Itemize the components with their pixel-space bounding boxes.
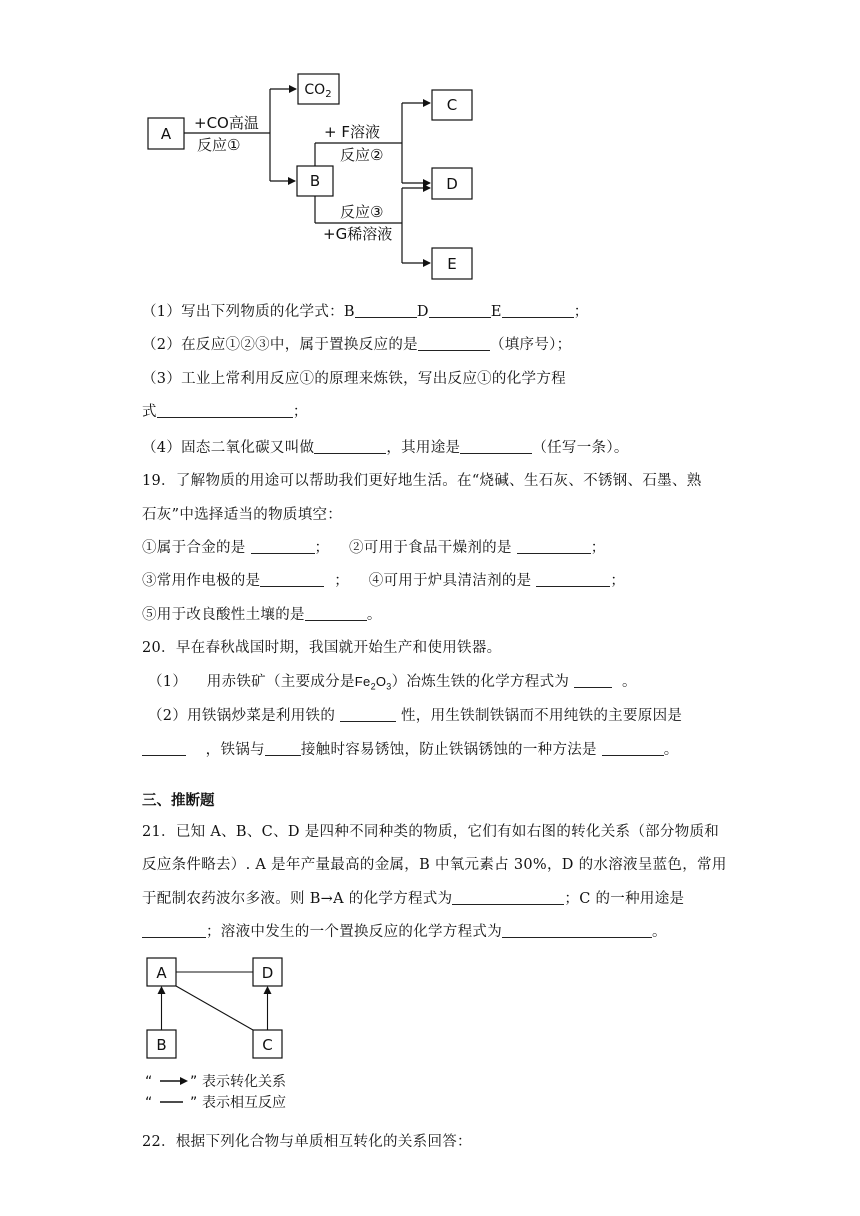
q20-part2-cont: ，铁锅与 接触时容易锈蚀，防止铁锅锈蚀的一种方法是 。: [142, 738, 679, 759]
node-a-label: A: [156, 964, 167, 982]
node-d-label: D: [446, 175, 458, 193]
answer-blank-use[interactable]: [460, 439, 532, 454]
answer-blank-alloy[interactable]: [251, 539, 315, 554]
q19-stem-line1: 19．了解物质的用途可以帮助我们更好地生活。在“烧碱、生石灰、不锈钢、石墨、熟: [142, 473, 702, 489]
q18-part3-cont: 式 ；: [142, 404, 308, 420]
answer-blank-soil[interactable]: [305, 606, 367, 621]
q21-stem-line1: 21．已知 A、B、C、D 是四种不同种类的物质，它们有如右图的转化关系（部分物质和: [142, 824, 720, 840]
reaction1-label: 反应①: [197, 136, 241, 154]
answer-blank-b[interactable]: [355, 303, 417, 318]
node-a-label: A: [160, 125, 172, 143]
answer-blank-reason[interactable]: [142, 741, 186, 756]
answer-blank-desiccant[interactable]: [517, 539, 591, 554]
node-b-label: B: [309, 172, 321, 190]
q20-stem: 20．早在春秋战国时期，我国就开始生产和使用铁器。: [142, 640, 502, 656]
answer-blank-displacement[interactable]: [418, 336, 490, 351]
reaction3-label: 反应③: [340, 203, 384, 221]
q20-part1: （1） 用赤铁矿（主要成分是$Fe_2O_3$）冶炼生铁的化学方程式为 。: [148, 674, 637, 692]
node-c-label: C: [262, 1036, 273, 1054]
section-heading-inference: 三、推断题: [142, 792, 215, 809]
reaction2-label: 反应②: [340, 146, 384, 164]
q19-row1: ①属于合金的是 ； ②可用于食品干燥剂的是 ；: [142, 540, 606, 556]
reaction2-reagent: + F溶液: [324, 123, 380, 141]
legend-quote-open: “: [145, 1074, 153, 1090]
answer-blank-displacement-equation[interactable]: [502, 923, 652, 938]
node-e-label: E: [447, 255, 457, 273]
legend-quote-close: ”: [190, 1074, 198, 1090]
answer-blank-d[interactable]: [429, 303, 491, 318]
q21-stem-line4: ；溶液中发生的一个置换反应的化学方程式为 。: [142, 920, 667, 941]
q22-stem: 22．根据下列化合物与单质相互转化的关系回答：: [142, 1134, 472, 1150]
answer-blank-c-use[interactable]: [142, 923, 206, 938]
reaction-flow-diagram: [0, 0, 860, 290]
answer-blank-rust-prevention[interactable]: [602, 741, 664, 756]
q18-part1: （1）写出下列物质的化学式：B D E ；: [142, 304, 589, 320]
answer-blank-cleaner[interactable]: [536, 572, 610, 587]
answer-blank-electrode[interactable]: [260, 572, 324, 587]
legend-reaction: 表示相互反应: [202, 1095, 286, 1110]
answer-blank-equation1[interactable]: [157, 403, 293, 418]
legend-quote-close: ”: [190, 1095, 198, 1110]
answer-blank-smelting-equation[interactable]: [574, 673, 612, 688]
answer-blank-b-to-a-equation[interactable]: [452, 890, 564, 905]
reaction3-reagent: +G稀溶液: [323, 225, 393, 243]
q19-row2: ③常用作电极的是 ； ④可用于炉具清洁剂的是 ；: [142, 573, 626, 589]
answer-blank-dry-ice[interactable]: [314, 439, 386, 454]
node-b-label: B: [156, 1036, 167, 1054]
q19-stem-line2: 石灰”中选择适当的物质填空：: [142, 507, 343, 523]
answer-blank-e[interactable]: [502, 303, 574, 318]
node-d-label: D: [261, 964, 274, 982]
q19-row3: ⑤用于改良酸性土壤的是 。: [142, 607, 382, 623]
legend-quote-open: “: [145, 1095, 153, 1110]
q21-stem-line2: 反应条件略去）. A 是年产量最高的金属，B 中氧元素占 30%，D 的水溶液呈蓝色，常用: [142, 857, 727, 873]
answer-blank-rust-condition[interactable]: [265, 741, 301, 756]
q18-part4: （4）固态二氧化碳又叫做 ，其用途是 （任写一条）。: [142, 440, 629, 456]
node-co2-label: $CO_2$: [304, 82, 332, 100]
relation-diagram: [0, 950, 860, 1110]
reaction1-condition: +CO高温: [194, 114, 259, 132]
edge-c-a: [176, 986, 253, 1030]
legend-conversion: 表示转化关系: [202, 1074, 286, 1090]
q21-stem-line3: 于配制农药波尔多液。则 B→A 的化学方程式为 ；C 的一种用途是: [142, 891, 685, 907]
node-c-label: C: [446, 96, 458, 114]
answer-blank-property[interactable]: [340, 707, 396, 722]
q18-part3: （3）工业上常利用反应①的原理来炼铁，写出反应①的化学方程: [142, 371, 566, 387]
q18-part2: （2）在反应①②③中，属于置换反应的是 （填序号）；: [142, 337, 572, 353]
q20-part2: （2）用铁锅炒菜是利用铁的 性，用生铁制铁锅而不用纯铁的主要原因是: [148, 708, 683, 724]
